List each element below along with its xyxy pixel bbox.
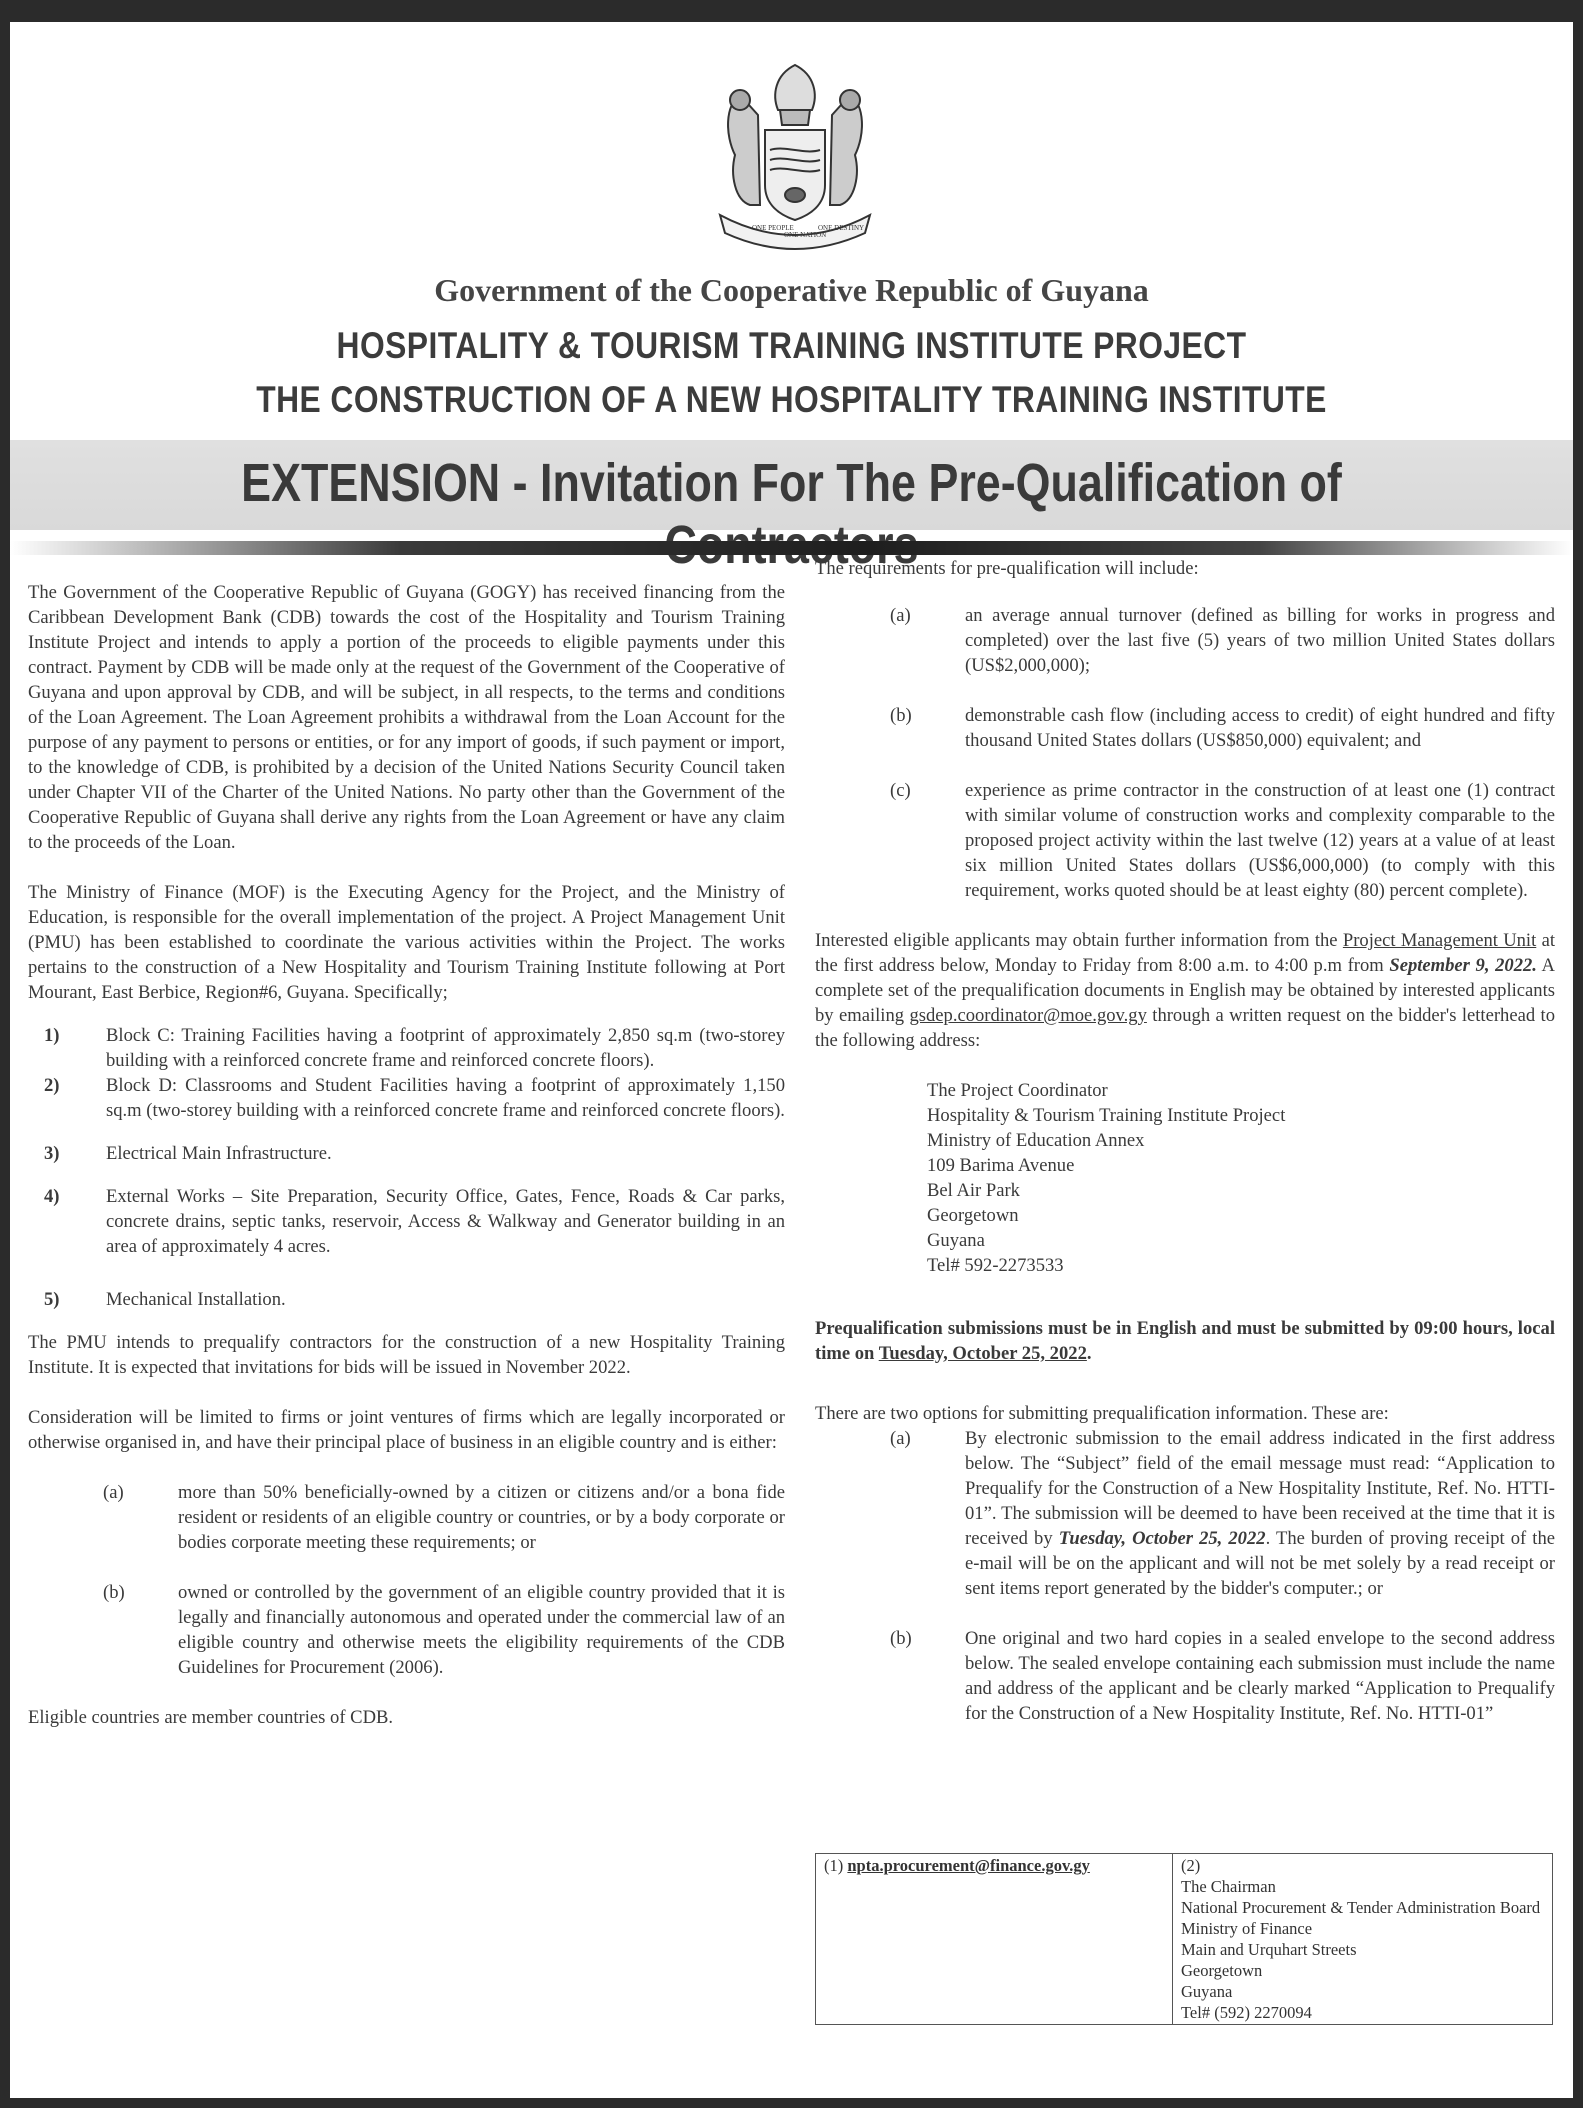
banner-title: EXTENSION - Invitation For The Pre-Qualification of	[241, 453, 1342, 513]
npta-email-link[interactable]: npta.procurement@finance.gov.gy	[847, 1856, 1090, 1875]
coordinator-email-link[interactable]: gsdep.coordinator@moe.gov.gy	[909, 1005, 1147, 1026]
item-text: Mechanical Installation.	[106, 1289, 286, 1310]
item-letter: (c)	[890, 780, 911, 801]
info-text: A complete set of the prequalification documents in English may be obtained by interested applicants by emailing	[815, 955, 1555, 1026]
item-text: experience as prime contractor in the construction of at least one (1) contract with similar volume of construction works and complexity comparable to the proposed project activity within the last twelve (12) years at a value of at least six million United States dollars (US$6,000,000) (to comply with this requirement, works quoted should be at least eighty (80) percent complete).	[965, 780, 1555, 901]
motto-1: ONE PEOPLE	[752, 224, 794, 232]
pmu-link[interactable]: Project Management Unit	[1342, 930, 1537, 951]
option-date: Tuesday, October 25, 2022	[1058, 1528, 1266, 1549]
item-text: demonstrable cash flow (including access to credit) of eight hundred and fifty thousand United States dollars (US$850,000) equivalent; and	[965, 705, 1555, 751]
coordinator-address	[927, 1078, 1555, 1278]
requirement-item	[815, 778, 1555, 903]
project-title: HOSPITALITY & TOURISM TRAINING INSTITUTE PROJECT	[336, 325, 1247, 366]
item-text: Block D: Classrooms and Student Facilities having a footprint of approximately 1,150 sq.m (two-storey building with a reinforced concrete frame and reinforced concrete floors).	[106, 1075, 785, 1121]
item-text: External Works – Site Preparation, Security Office, Gates, Fence, Roads & Car parks, concrete drains, septic tanks, reservoir, Access & Walkway and Generator building in an area of approximately 4 acres.	[106, 1186, 785, 1257]
address-line: Georgetown	[927, 1205, 1019, 1226]
government-title: Government of the Cooperative Republic of Guyana	[434, 272, 1149, 308]
works-item	[28, 1073, 785, 1123]
item-letter: (b)	[890, 705, 912, 726]
item-text: an average annual turnover (defined as billing for works in progress and completed) over the last five (5) years of two million United States dollars (US$2,000,000);	[965, 605, 1555, 676]
item-text: One original and two hard copies in a sealed envelope to the second address below. The sealed envelope containing each submission must include the name and address of the applicant and be clearly marked “Application to Prequalify for the Construction of a New Hospitality Institute, Ref. No. HTTI-01”	[965, 1628, 1555, 1724]
option-item	[815, 1426, 1555, 1601]
item-text: Block C: Training Facilities having a footprint of approximately 2,850 sq.m (two-storey building with a reinforced concrete frame and reinforced concrete floors).	[106, 1025, 785, 1071]
deadline-text: .	[1086, 1343, 1092, 1364]
options-intro: There are two options for submitting prequalification information. These are:	[815, 1403, 1389, 1424]
eligibility-item	[28, 1480, 785, 1555]
address-line: The Project Coordinator	[927, 1080, 1108, 1101]
eligibility-paragraph: Consideration will be limited to firms or joint ventures of firms which are legally incorporated or otherwise organised in, and have their principal place of business in an eligible country and is either:	[28, 1407, 785, 1453]
works-item	[28, 1184, 785, 1259]
item-text: more than 50% beneficially-owned by a citizen or citizens and/or a bona fide resident or residents of an eligible country or countries, or by a body corporate or bodies corporate meeting these requirements; or	[178, 1482, 785, 1553]
address-line: Main and Urquhart Streets	[1181, 1940, 1357, 1959]
address-line: Tel# (592) 2270094	[1181, 2003, 1312, 2022]
right-column	[815, 556, 1555, 1726]
motto-2: ONE NATION	[784, 231, 827, 239]
requirements-intro: The requirements for pre-qualification will include:	[815, 558, 1199, 579]
works-item	[28, 1023, 785, 1073]
works-item	[28, 1287, 785, 1312]
deadline-date: Tuesday, October 25, 2022	[878, 1343, 1087, 1364]
address-cell-2	[1173, 1854, 1553, 2025]
eligibility-item	[28, 1580, 785, 1680]
address-line: National Procurement & Tender Administration Board	[1181, 1898, 1541, 1917]
address-table	[815, 1853, 1553, 2025]
works-item	[28, 1141, 785, 1166]
item-letter: (a)	[890, 1428, 911, 1449]
address-cell-1	[816, 1854, 1173, 2025]
eligible-countries: Eligible countries are member countries of CDB.	[28, 1707, 394, 1728]
item-number: 3)	[44, 1143, 60, 1164]
address-line: Tel# 592-2273533	[927, 1255, 1064, 1276]
option-text: By electronic submission to the email address indicated in the first address below. The “Subject” field of the email message must read: “Application to Prequalify for the Construction of a New Hospitality Institute, Ref. No. HTTI-01”. The submission will be deemed to have been received at the time that it is received by	[965, 1428, 1555, 1549]
address-line: Guyana	[1181, 1982, 1233, 2001]
coat-of-arms-icon	[680, 55, 910, 255]
item-number: 4)	[44, 1186, 60, 1207]
cell-number: (1)	[824, 1856, 848, 1875]
requirement-item	[815, 603, 1555, 678]
item-letter: (b)	[103, 1582, 125, 1603]
option-text: . The burden of proving receipt of the e-mail will be on the applicant and will not be met solely by a read receipt or sent items report generated by the bidder's computer.; or	[965, 1528, 1556, 1599]
left-column	[28, 580, 785, 1730]
motto-3: ONE DESTINY	[818, 224, 865, 232]
item-number: 5)	[44, 1289, 60, 1310]
info-text: at the first address below, Monday to Friday from 8:00 a.m. to 4:00 p.m from	[815, 930, 1555, 976]
pmu-paragraph: The PMU intends to prequalify contractors for the construction of a new Hospitality Training Institute. It is expected that invitations for bids will be issued in November 2022.	[28, 1332, 785, 1378]
address-line: Georgetown	[1181, 1961, 1263, 1980]
item-letter: (a)	[103, 1482, 124, 1503]
cell-number: (2)	[1181, 1856, 1201, 1875]
info-text: through a written request on the bidder's letterhead to the following address:	[815, 1005, 1555, 1051]
address-line: The Chairman	[1181, 1877, 1276, 1896]
address-line: Guyana	[927, 1230, 985, 1251]
item-text: Electrical Main Infrastructure.	[106, 1143, 332, 1164]
info-paragraph	[815, 928, 1555, 1053]
info-text: Interested eligible applicants may obtain further information from the	[815, 930, 1343, 951]
address-line: 109 Barima Avenue	[927, 1155, 1075, 1176]
address-line: Bel Air Park	[927, 1180, 1020, 1201]
address-line: Hospitality & Tourism Training Institute Project	[927, 1105, 1286, 1126]
deadline-text: Prequalification submissions must be in English and must be submitted by 09:00 hours, local time on	[815, 1318, 1555, 1364]
address-line: Ministry of Finance	[1181, 1919, 1313, 1938]
item-letter: (a)	[890, 605, 911, 626]
mof-paragraph: The Ministry of Finance (MOF) is the Executing Agency for the Project, and the Ministry of Education, is responsible for the overall implementation of the project. A Project Management Unit (PMU) has been established to coordinate the various activities within the Project. The works pertains to the construction of a New Hospitality and Tourism Training Institute following at Port Mourant, East Berbice, Region#6, Guyana. Specifically;	[28, 882, 785, 1003]
info-date: September 9, 2022.	[1389, 955, 1537, 976]
item-text	[965, 1426, 1555, 1601]
item-letter: (b)	[890, 1628, 912, 1649]
item-number: 2)	[44, 1075, 60, 1096]
divider-rule	[10, 541, 1573, 555]
intro-paragraph: The Government of the Cooperative Republic of Guyana (GOGY) has received financing from the Caribbean Development Bank (CDB) towards the cost of the Hospitality and Tourism Training Institute Project and intends to apply a portion of the proceeds to eligible payments under this contract. Payment by CDB will be made only at the request of the Government of the Cooperative of Guyana and upon approval by CDB, and will be subject, in all respects, to the terms and conditions of the Loan Agreement. The Loan Agreement prohibits a withdrawal from the Loan Account for the purpose of any payment to persons or entities, or for any import of goods, if such payment or import, to the knowledge of CDB, is prohibited by a decision of the United Nations Security Council taken under Chapter VII of the Charter of the United Nations. No party other than the Government of the Cooperative Republic of Guyana shall derive any rights from the Loan Agreement or have any claim to the proceeds of the Loan.	[28, 582, 785, 853]
item-number: 1)	[44, 1025, 60, 1046]
requirement-item	[815, 703, 1555, 753]
deadline-paragraph	[815, 1316, 1555, 1366]
address-line: Ministry of Education Annex	[927, 1130, 1145, 1151]
option-item	[815, 1626, 1555, 1726]
item-text: owned or controlled by the government of an eligible country provided that it is legally and financially autonomous and operated under the commercial law of an eligible country and otherwise meets the eligibility requirements of the CDB Guidelines for Procurement (2006).	[178, 1582, 785, 1678]
construction-title: THE CONSTRUCTION OF A NEW HOSPITALITY TRAINING INSTITUTE	[256, 379, 1327, 420]
